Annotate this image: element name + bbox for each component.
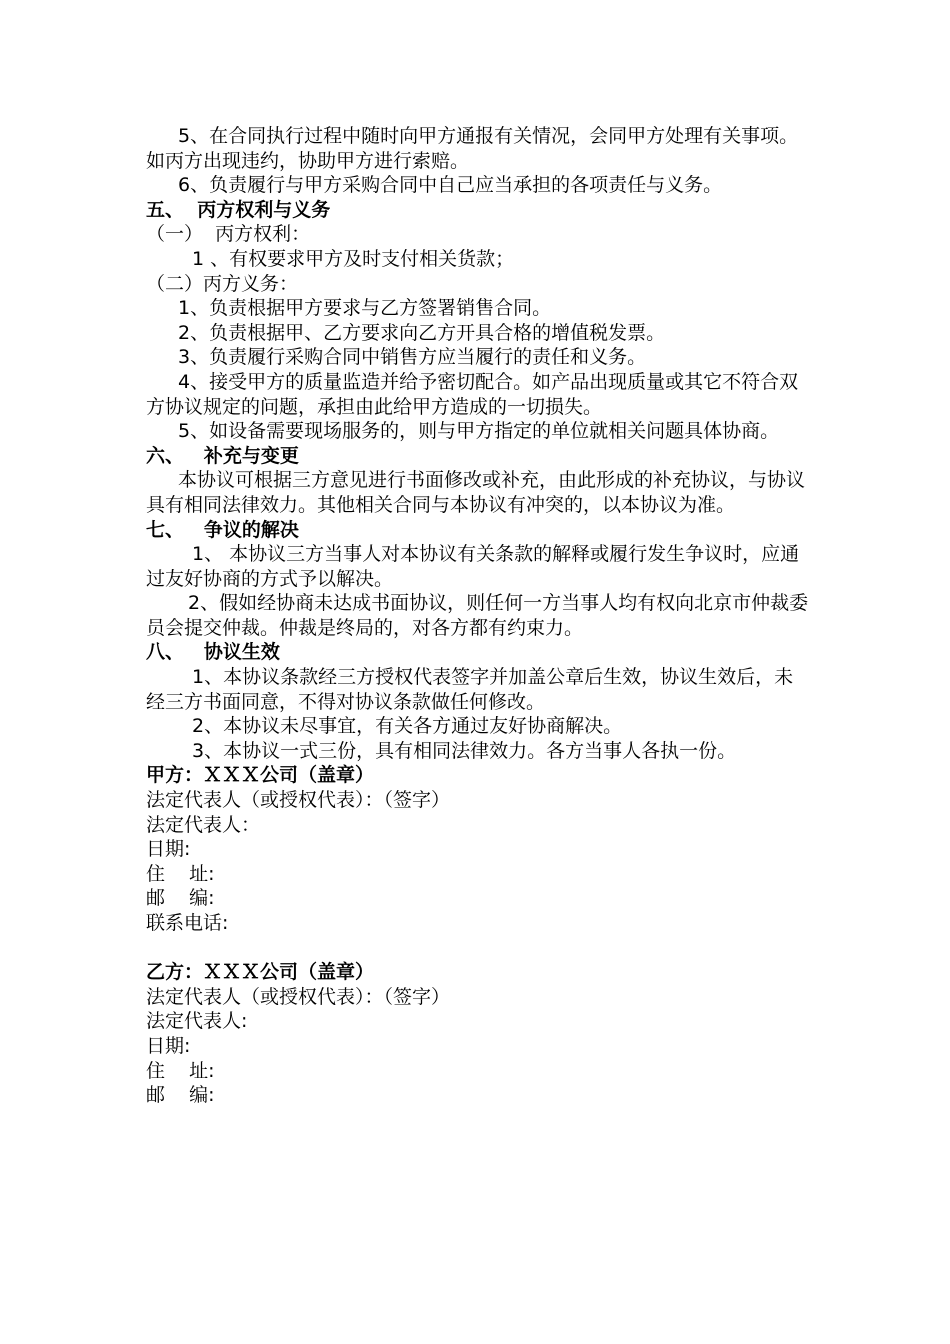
paragraph-b6: 6、负责履行与甲方采购合同中自己应当承担的各项责任与义务。 [178, 174, 723, 197]
section-5-2-item-4: 4、接受甲方的质量监造并给予密切配合。如产品出现质量或其它不符合双方协议规定的问题，承担由此给甲方造成的一切损失。 [146, 370, 799, 418]
party-a-phone: 联系电话: [146, 912, 229, 934]
party-a-rep-sign: 法定代表人（或授权代表）：（签字） [146, 789, 451, 812]
section-8-item-2: 2、本协议未尽事宜，有关各方通过友好协商解决。 [192, 715, 623, 738]
party-a-date: 日期: [146, 838, 191, 861]
paragraph-b5: 5、在合同执行过程中随时向甲方通报有关情况，会同甲方处理有关事项。如丙方出现违约，协助甲方进行索赔。 [146, 125, 799, 172]
section-8-title: 八、 协议生效 [146, 641, 280, 664]
section-7-item-1: 1、 本协议三方当事人对本协议有关条款的解释或履行发生争议时，应通过友好协商的方式予以解决。 [146, 543, 800, 590]
party-a-postcode: 邮 编: [146, 887, 215, 910]
section-5-2-item-3: 3、负责履行采购合同中销售方应当履行的责任和义务。 [178, 346, 647, 369]
party-b-postcode: 邮 编: [146, 1084, 215, 1107]
section-7-title: 七、 争议的解决 [146, 518, 299, 541]
section-5-2-item-1: 1、负责根据甲方要求与乙方签署销售合同。 [178, 297, 552, 320]
party-a-block [146, 763, 810, 935]
document-page [146, 124, 810, 1108]
section-8-item-3: 3、本协议一式三份，具有相同法律效力。各方当事人各执一份。 [192, 739, 737, 762]
section-6-body: 本协议可根据三方意见进行书面修改或补充，由此形成的补充协议，与协议具有相同法律效力。其他相关合同与本协议有冲突的，以本协议为准。 [146, 469, 806, 516]
party-b-date: 日期: [146, 1034, 191, 1057]
party-a-address: 住 址: [146, 862, 215, 885]
party-b-address: 住 址: [146, 1059, 215, 1082]
section-5-2-item-5: 5、如设备需要现场服务的，则与甲方指定的单位就相关问题具体协商。 [178, 420, 780, 443]
section-5-1-item-1: 1 、有权要求甲方及时支付相关货款； [192, 247, 515, 270]
party-b-rep-sign: 法定代表人（或授权代表）：（签字） [146, 985, 451, 1008]
party-b-block [146, 960, 810, 1108]
party-a-title: 甲方：ＸＸＸ公司（盖章） [146, 764, 375, 787]
spacer [146, 936, 810, 961]
party-b-title: 乙方：ＸＸＸ公司（盖章） [146, 961, 375, 984]
section-8-item-1: 1、本协议条款经三方授权代表签字并加盖公章后生效，协议生效后，未经三方书面同意，不得对协议条款做任何修改。 [146, 666, 794, 713]
section-5-2-title: （二）丙方义务： [146, 272, 299, 295]
section-5-1-title: （一） 丙方权利： [146, 223, 311, 246]
section-5-2-item-2: 2、负责根据甲、乙方要求向乙方开具合格的增值税发票。 [178, 321, 666, 344]
party-a-rep: 法定代表人： [146, 813, 261, 836]
section-6-title: 六、 补充与变更 [146, 444, 299, 467]
section-7-item-2: 2、假如经协商未达成书面协议，则任何一方当事人均有权向北京市仲裁委员会提交仲裁。仲裁是终局的，对各方都有约束力。 [146, 592, 809, 639]
party-b-rep: 法定代表人: [146, 1010, 248, 1033]
section-5-title: 五、 丙方权利与义务 [146, 198, 331, 221]
